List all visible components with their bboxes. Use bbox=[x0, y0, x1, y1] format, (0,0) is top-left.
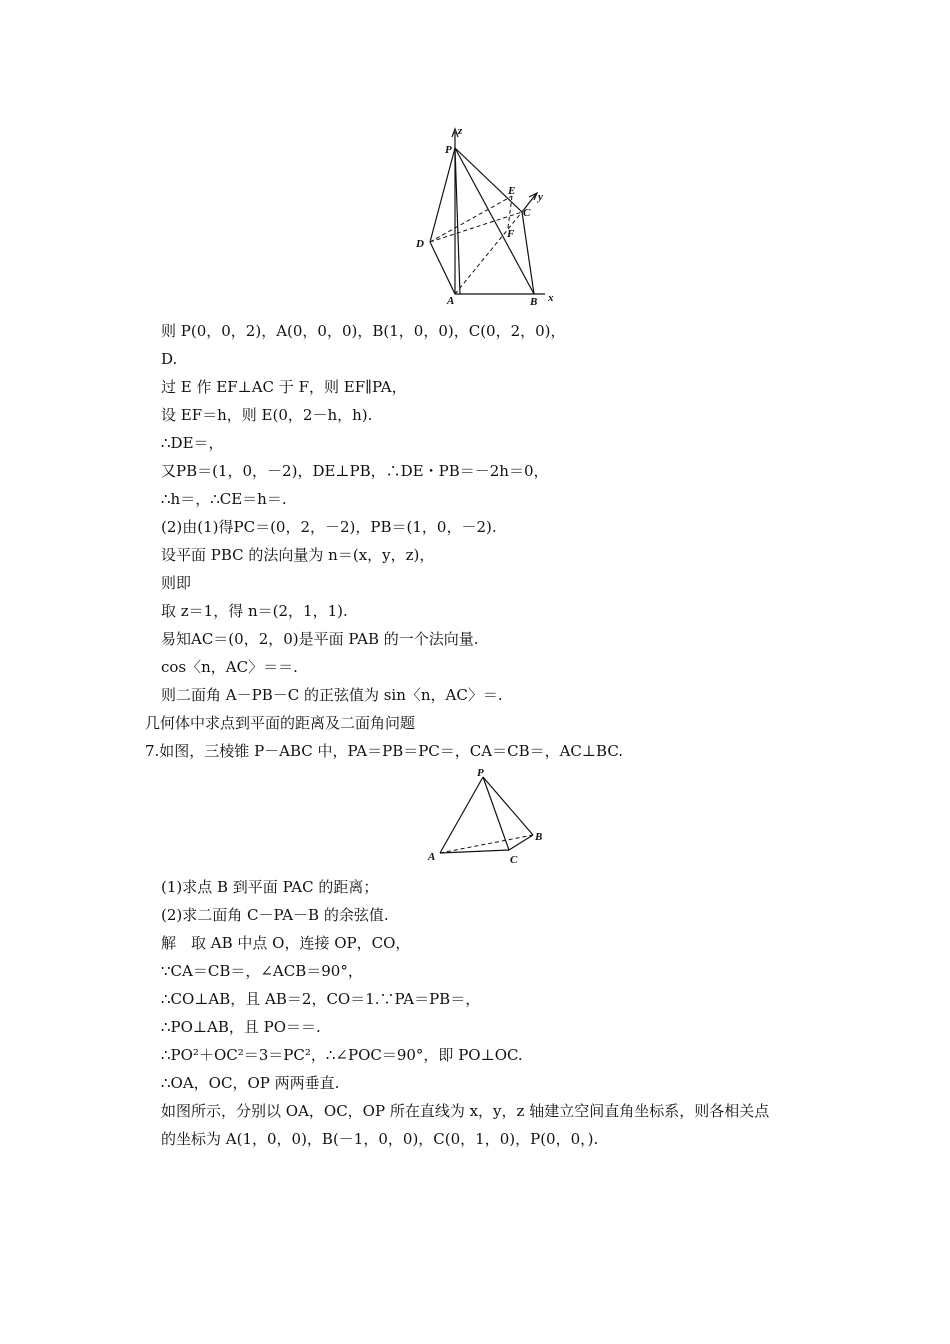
problem-statement: 7.如图，三棱锥 P－ABC 中，PA＝PB＝PC＝，CA＝CB＝，AC⊥BC. bbox=[145, 742, 624, 760]
edge-PC bbox=[455, 148, 522, 212]
text-line: 解 取 AB 中点 O，连接 OP，CO， bbox=[161, 934, 411, 952]
edge-PD bbox=[430, 148, 455, 242]
text-line: 易知AC＝(0，2，0)是平面 PAB 的一个法向量. bbox=[161, 630, 479, 648]
text-line: 则即 bbox=[161, 574, 192, 592]
label-E: E bbox=[508, 185, 516, 197]
text-line: cos〈n，AC〉＝＝. bbox=[161, 658, 298, 676]
section-heading: 几何体中求点到平面的距离及二面角问题 bbox=[145, 714, 416, 732]
text-line: 又PB＝(1，0，－2)，DE⊥PB，∴DE・PB＝－2h＝0， bbox=[161, 462, 549, 480]
text-line: ∴PO²＋OC²＝3＝PC²，∴∠POC＝90°，即 PO⊥OC. bbox=[161, 1046, 523, 1064]
edge-PC bbox=[483, 777, 509, 850]
text-line: 取 z＝1，得 n＝(2，1，1). bbox=[161, 602, 348, 620]
label-D: D bbox=[416, 238, 424, 250]
text-line: (1)求点 B 到平面 PAC 的距离； bbox=[161, 878, 379, 896]
pyramid-diagram bbox=[400, 120, 570, 315]
text-line: ∵CA＝CB＝，∠ACB＝90°， bbox=[161, 962, 363, 980]
edge-DA bbox=[430, 242, 455, 294]
text-line: 则二面角 A－PB－C 的正弦值为 sin〈n，AC〉＝. bbox=[161, 686, 503, 704]
label-B: B bbox=[535, 831, 543, 843]
y-axis-arrow bbox=[529, 193, 537, 200]
text-line: ∴PO⊥AB，且 PO＝＝. bbox=[161, 1018, 321, 1036]
text-line: ∴CO⊥AB，且 AB＝2，CO＝1.∵PA＝PB＝， bbox=[161, 990, 481, 1008]
label-C: C bbox=[510, 854, 518, 866]
text-line: ∴DE＝， bbox=[161, 434, 224, 452]
figure-triangular-pyramid bbox=[425, 765, 550, 870]
text-line: 过 E 作 EF⊥AC 于 F，则 EF∥PA， bbox=[161, 378, 407, 396]
figure-pyramid-coordinates bbox=[400, 120, 570, 315]
text-line: 的坐标为 A(1，0，0)，B(－1，0，0)，C(0，1，0)，P(0，0，). bbox=[161, 1130, 599, 1148]
edge-CB bbox=[509, 835, 533, 850]
label-F: F bbox=[507, 228, 515, 240]
label-P: P bbox=[445, 144, 452, 156]
label-x: x bbox=[548, 292, 554, 304]
text-line: 如图所示，分别以 OA，OC，OP 所在直线为 x，y，z 轴建立空间直角坐标系，则各相关点 bbox=[161, 1102, 770, 1120]
label-C: C bbox=[523, 207, 531, 219]
text-line: 设 EF＝h，则 E(0，2－h，h). bbox=[161, 406, 373, 424]
triangular-pyramid-diagram bbox=[425, 765, 550, 870]
text-line: 设平面 PBC 的法向量为 n＝(x，y，z)， bbox=[161, 546, 435, 564]
label-B: B bbox=[530, 296, 538, 308]
label-P: P bbox=[477, 767, 484, 779]
text-line: (2)求二面角 C－PA－B 的余弦值. bbox=[161, 906, 389, 924]
edge-PA bbox=[455, 148, 460, 294]
edge-PA bbox=[440, 777, 483, 853]
label-A: A bbox=[447, 295, 455, 307]
text-line: D. bbox=[161, 350, 178, 368]
edge-PB bbox=[483, 777, 533, 835]
text-line: 则 P(0，0，2)，A(0，0，0)，B(1，0，0)，C(0，2，0)， bbox=[161, 322, 566, 340]
label-z: z bbox=[458, 125, 463, 137]
text-line: ∴h＝，∴CE＝h＝. bbox=[161, 490, 287, 508]
text-line: (2)由(1)得PC＝(0，2，－2)，PB＝(1，0，－2). bbox=[161, 518, 497, 536]
label-y: y bbox=[538, 191, 543, 203]
text-line: ∴OA，OC，OP 两两垂直. bbox=[161, 1074, 340, 1092]
label-A: A bbox=[428, 851, 436, 863]
